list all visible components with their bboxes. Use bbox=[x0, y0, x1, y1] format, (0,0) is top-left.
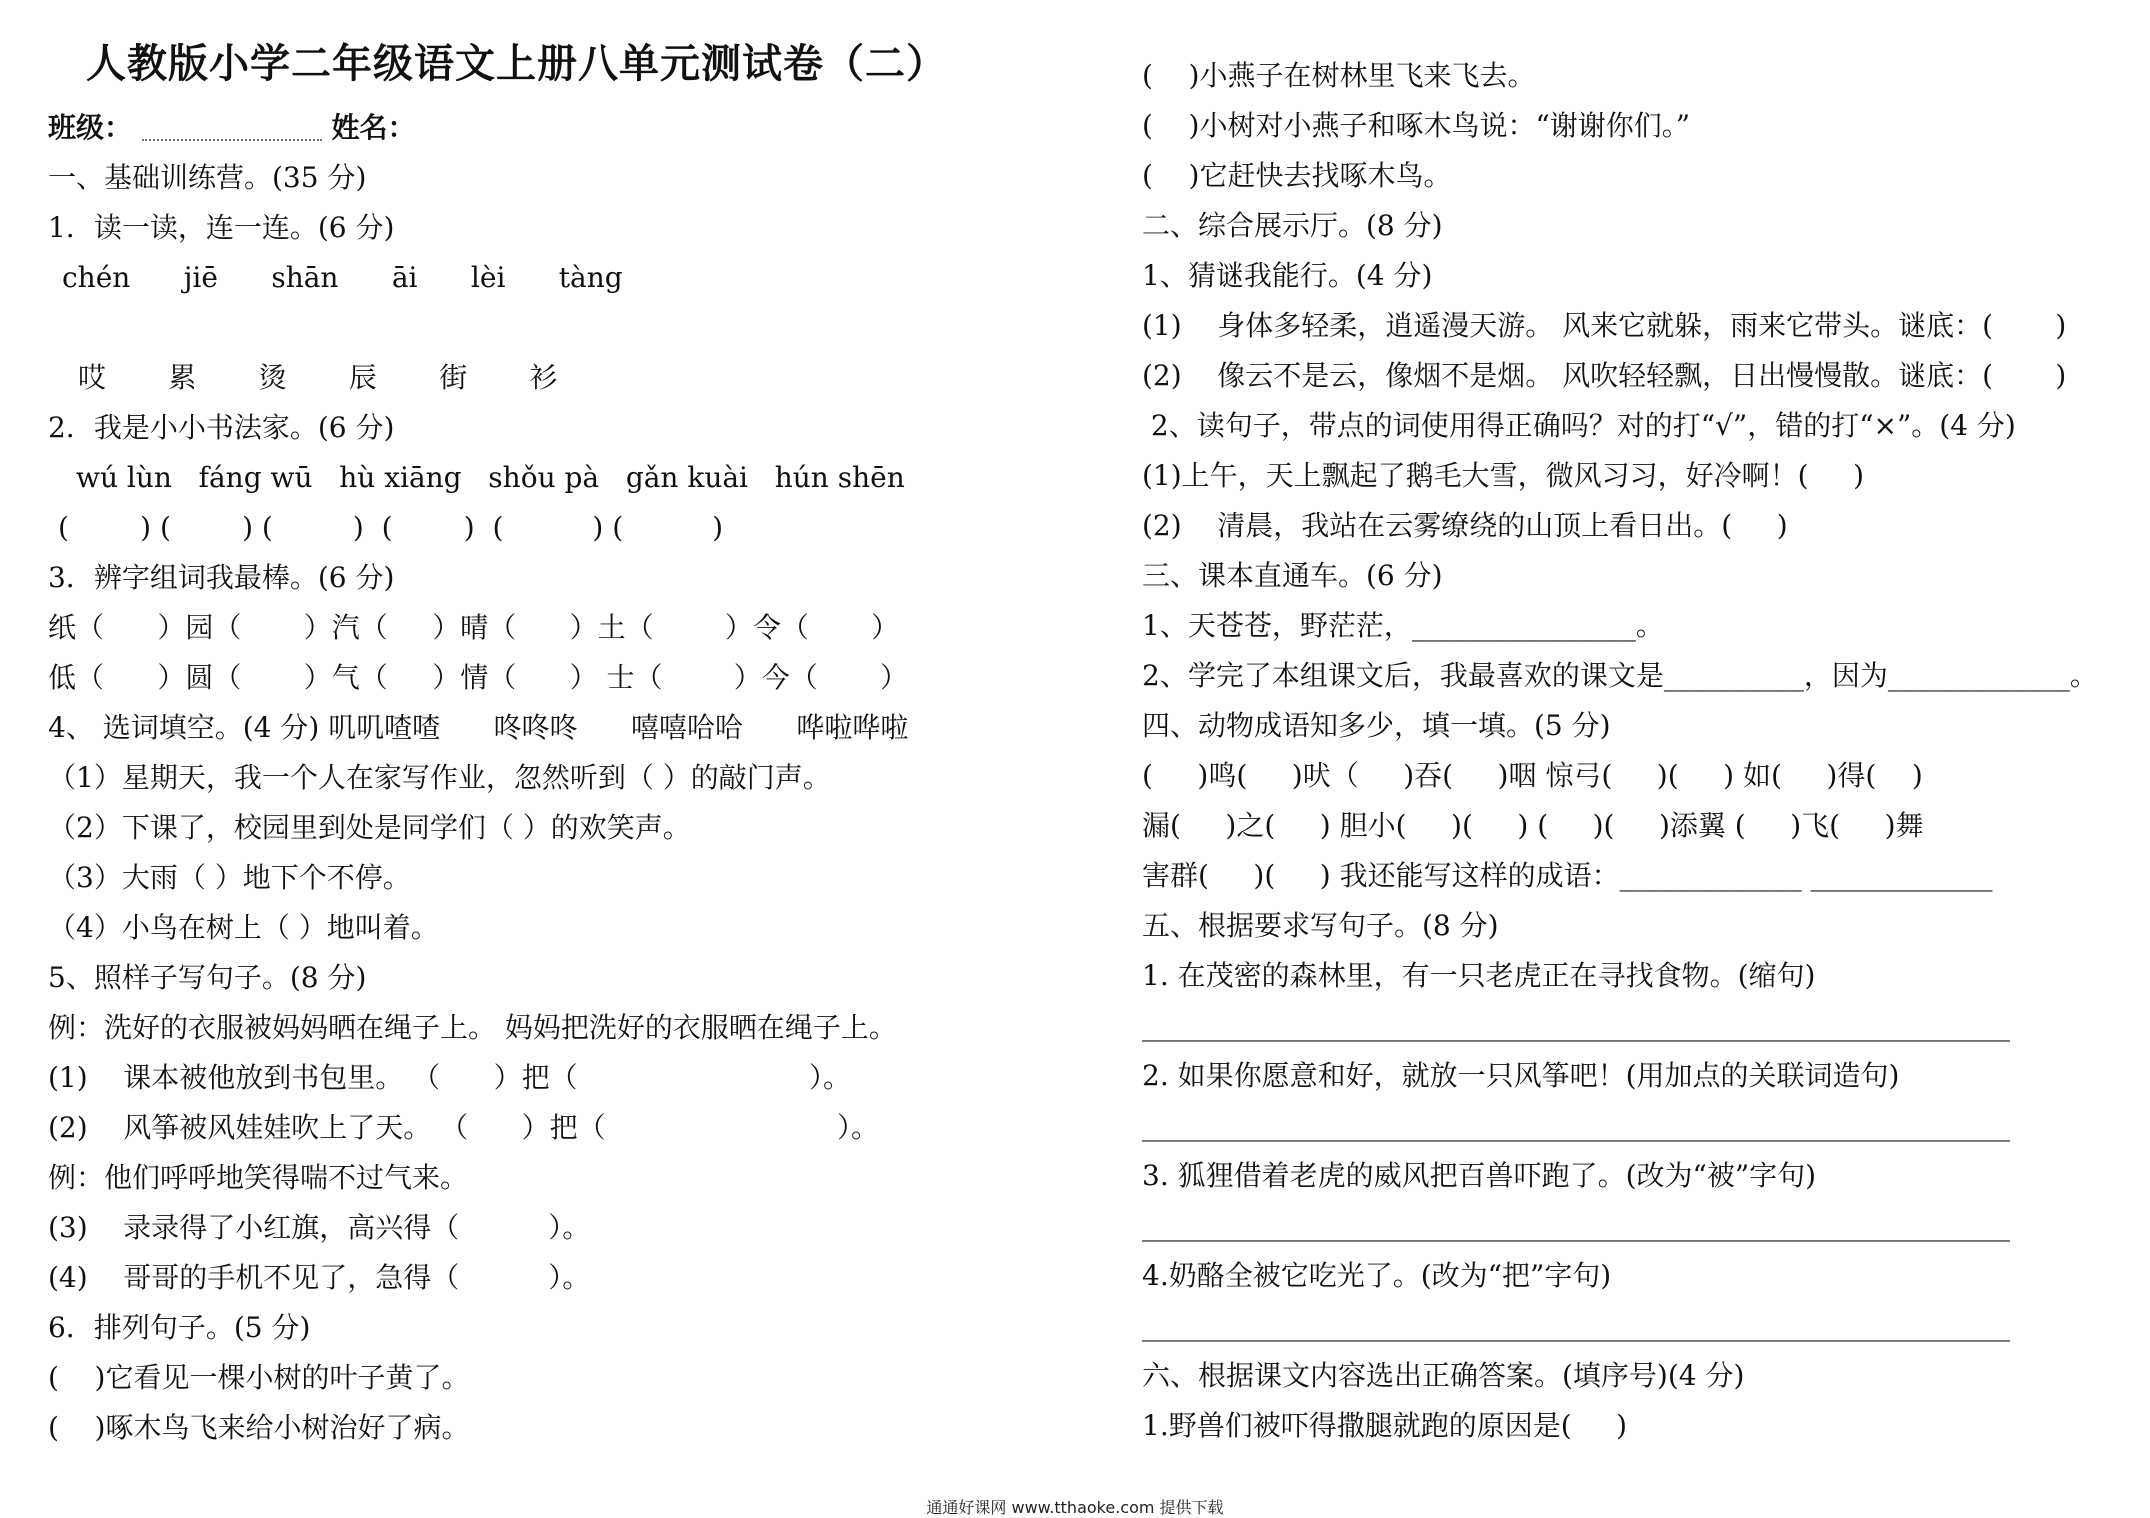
pinyin-row: chén jiē shān āi lèi tàng bbox=[62, 261, 623, 294]
writing-brackets-row[interactable]: ( ) ( ) ( ) ( ) ( ) ( ) bbox=[58, 511, 724, 544]
section-4-heading: 四、动物成语知多少，填一填。(5 分) bbox=[1142, 709, 1611, 742]
section-2-question-1: 1、猜谜我能行。(4 分) bbox=[1142, 259, 1433, 292]
question-4-item-4[interactable]: （4）小鸟在树上（ ）地叫着。 bbox=[48, 911, 439, 944]
question-6-item-1[interactable]: ( )它看见一棵小树的叶子黄了。 bbox=[48, 1361, 470, 1394]
answer-line-4[interactable]: ______________________________________________________________ bbox=[1142, 1309, 2010, 1342]
section-2-heading: 二、综合展示厅。(8 分) bbox=[1142, 209, 1443, 242]
question-4: 4、 选词填空。(4 分) 叽叽喳喳 咚咚咚 嘻嘻哈哈 哗啦哗啦 bbox=[48, 711, 909, 744]
riddle-1[interactable]: (1) 身体多轻柔，逍遥漫天游。 风来它就躲，雨来它带头。谜底：( ) bbox=[1142, 309, 2067, 342]
riddle-2[interactable]: (2) 像云不是云，像烟不是烟。 风吹轻轻飘，日出慢慢散。谜底：( ) bbox=[1142, 359, 2067, 392]
class-blank[interactable] bbox=[142, 119, 322, 141]
page-title: 人教版小学二年级语文上册八单元测试卷（二） bbox=[86, 40, 947, 87]
section-3-question-1[interactable]: 1、天苍苍，野茫茫，________________。 bbox=[1142, 609, 1664, 642]
idiom-row-3[interactable]: 害群( )( ) 我还能写这样的成语：_____________ _____________ bbox=[1142, 859, 1993, 892]
question-5-item-3[interactable]: (3) 录录得了小红旗，高兴得（ ）。 bbox=[48, 1211, 591, 1244]
idiom-row-1[interactable]: ( )鸣( )吠（ )吞( )咽 惊弓( )( ) 如( )得( ) bbox=[1142, 759, 1923, 792]
question-6-item-3[interactable]: ( )小燕子在树林里飞来飞去。 bbox=[1142, 59, 1536, 92]
question-5-item-1[interactable]: (1) 课本被他放到书包里。 （ ）把（ ）。 bbox=[48, 1061, 851, 1094]
section-3-heading: 三、课本直通车。(6 分) bbox=[1142, 559, 1443, 592]
characters-row: 哎 累 烫 辰 街 衫 bbox=[78, 361, 558, 394]
section-6-question-1[interactable]: 1.野兽们被吓得撒腿就跑的原因是( ) bbox=[1142, 1409, 1628, 1442]
question-1: 1．读一读，连一连。(6 分) bbox=[48, 211, 395, 244]
question-3: 3．辨字组词我最棒。(6 分) bbox=[48, 561, 395, 594]
section-5-question-2: 2. 如果你愿意和好，就放一只风筝吧！(用加点的关联词造句) bbox=[1142, 1059, 1900, 1092]
idiom-row-2[interactable]: 漏( )之( ) 胆小( )( ) ( )( )添翼 ( )飞( )舞 bbox=[1142, 809, 1924, 842]
section-1-heading: 一、基础训练营。(35 分) bbox=[48, 161, 367, 194]
example-2: 例：他们呼呼地笑得喘不过气来。 bbox=[48, 1161, 469, 1194]
question-2: 2．我是小小书法家。(6 分) bbox=[48, 411, 395, 444]
section-5-question-4: 4.奶酪全被它吃光了。(改为“把”字句) bbox=[1142, 1259, 1612, 1292]
question-5-item-4[interactable]: (4) 哥哥的手机不见了，急得（ ）。 bbox=[48, 1261, 591, 1294]
words-pinyin-row: wú lùn fáng wū hù xiāng shǒu pà gǎn kuài hún shēn bbox=[76, 461, 905, 494]
section-2-question-2-item-1[interactable]: (1)上午，天上飘起了鹅毛大雪，微风习习，好冷啊！( ) bbox=[1142, 459, 1865, 492]
section-5-question-3: 3. 狐狸借着老虎的威风把百兽吓跑了。(改为“被”字句) bbox=[1142, 1159, 1817, 1192]
answer-line-1[interactable]: ______________________________________________________________ bbox=[1142, 1009, 2010, 1042]
section-2-question-2-item-2[interactable]: (2) 清晨，我站在云雾缭绕的山顶上看日出。( ) bbox=[1142, 509, 1788, 542]
class-label: 班级： bbox=[48, 111, 133, 144]
question-6-item-4[interactable]: ( )小树对小燕子和啄木鸟说：“谢谢你们。” bbox=[1142, 109, 1691, 142]
question-4-item-2[interactable]: （2）下课了，校园里到处是同学们（ ）的欢笑声。 bbox=[48, 811, 691, 844]
section-5-heading: 五、根据要求写句子。(8 分) bbox=[1142, 909, 1499, 942]
question-6: 6．排列句子。(5 分) bbox=[48, 1311, 311, 1344]
question-6-item-5[interactable]: ( )它赶快去找啄木鸟。 bbox=[1142, 159, 1452, 192]
section-5-question-1: 1. 在茂密的森林里，有一只老虎正在寻找食物。(缩句) bbox=[1142, 959, 1816, 992]
section-3-question-2[interactable]: 2、学完了本组课文后，我最喜欢的课文是__________，因为_____________。 bbox=[1142, 659, 2098, 692]
question-6-item-2[interactable]: ( )啄木鸟飞来给小树治好了病。 bbox=[48, 1411, 470, 1444]
class-name-row bbox=[48, 108, 416, 148]
word-group-row-1[interactable]: 纸（ ）园（ ）汽（ ）晴（ ）土（ ）令（ ） bbox=[48, 611, 900, 644]
question-5-item-2[interactable]: (2) 风筝被风娃娃吹上了天。 （ ）把（ ）。 bbox=[48, 1111, 879, 1144]
example-1: 例：洗好的衣服被妈妈晒在绳子上。 妈妈把洗好的衣服晒在绳子上。 bbox=[48, 1011, 897, 1044]
question-4-item-1[interactable]: （1）星期天，我一个人在家写作业，忽然听到（ ）的敲门声。 bbox=[48, 761, 831, 794]
word-group-row-2[interactable]: 低（ ）圆（ ）气（ ）情（ ） 士（ ）今（ ） bbox=[48, 661, 909, 694]
section-6-heading: 六、根据课文内容选出正确答案。(填序号)(4 分) bbox=[1142, 1359, 1745, 1392]
answer-line-2[interactable]: ______________________________________________________________ bbox=[1142, 1109, 2010, 1142]
answer-line-3[interactable]: ______________________________________________________________ bbox=[1142, 1209, 2010, 1242]
question-5: 5、照样子写句子。(8 分) bbox=[48, 961, 367, 994]
question-4-item-3[interactable]: （3）大雨（ ）地下个不停。 bbox=[48, 861, 411, 894]
footer-credit: 通通好课网 www.tthaoke.com 提供下载 bbox=[926, 1498, 1224, 1517]
section-2-question-2: 2、读句子，带点的词使用得正确吗？对的打“√”，错的打“×”。(4 分) bbox=[1142, 409, 2016, 442]
name-label: 姓名： bbox=[331, 111, 416, 144]
